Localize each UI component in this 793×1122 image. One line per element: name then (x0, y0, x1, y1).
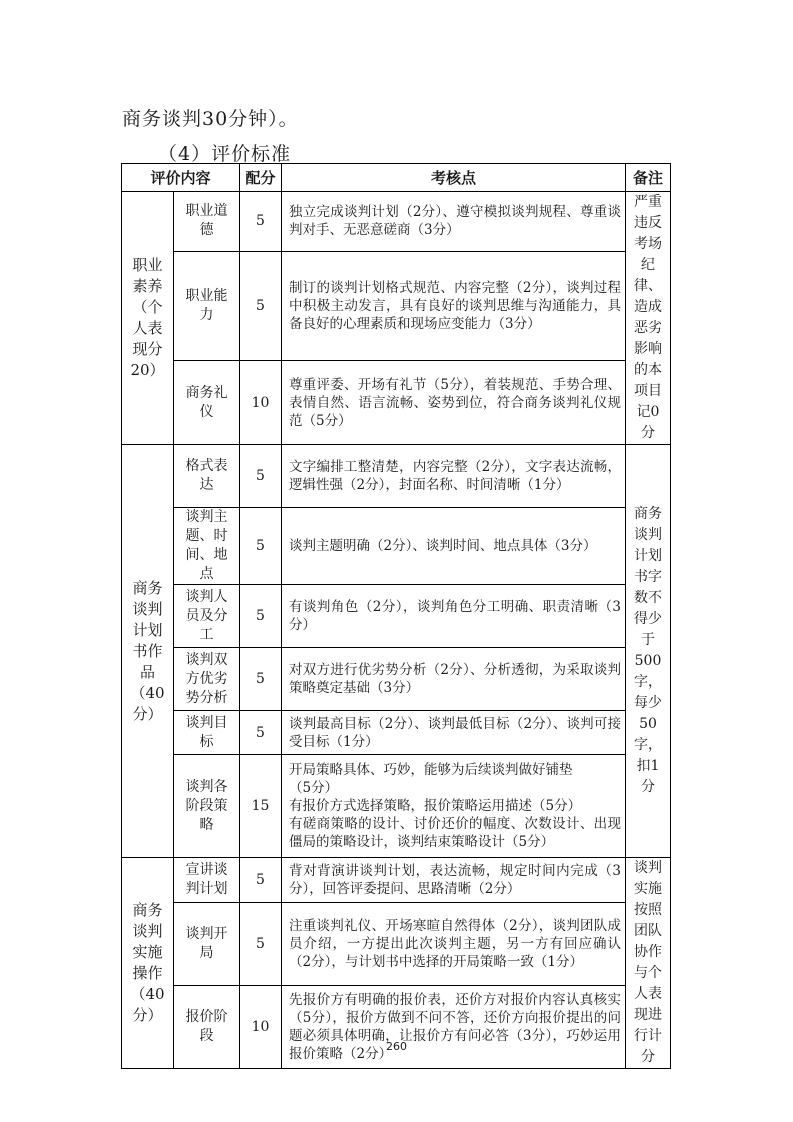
item-score: 10 (240, 361, 282, 445)
header-note: 备注 (626, 164, 671, 192)
item-points: 谈判主题明确（2分）、谈判时间、地点具体（3分） (282, 508, 626, 585)
evaluation-table (121, 163, 671, 1069)
item-points: 谈判最高目标（2分）、谈判最低目标（2分）、谈判可接受目标（1分） (282, 711, 626, 755)
item-score: 5 (240, 858, 282, 903)
item-points: 独立完成谈判计划（2分）、遵守模拟谈判规程、尊重谈判对手、无恶意磋商（3分） (282, 192, 626, 252)
table-row (122, 755, 671, 858)
item-label: 职业能力 (174, 251, 240, 360)
table-row (122, 585, 671, 648)
table-row (122, 192, 671, 252)
item-label: 谈判主题、时间、地点 (174, 508, 240, 585)
table-row (122, 985, 671, 1068)
header-points: 考核点 (282, 164, 626, 192)
category-plan: 商务谈判计划书作品（40分） (122, 445, 174, 858)
category-professional: 职业素养（个人表现分20） (122, 192, 174, 445)
item-label: 谈判双方优劣势分析 (174, 648, 240, 711)
item-points: 先报价方有明确的报价表，还价方对报价内容认真核实（5分），报价方做到不问不答，还价方向报价提出的问题必须具体明确，让报价方有问必答（3分），巧妙运用报价策略（2分） (282, 985, 626, 1068)
item-score: 5 (240, 648, 282, 711)
header-content: 评价内容 (122, 164, 240, 192)
item-points: 制订的谈判计划格式规范、内容完整（2分），谈判过程中积极主动发言，具有良好的谈判思维与沟通能力，具备良好的心理素质和现场应变能力（3分） (282, 251, 626, 360)
item-points: 文字编排工整清楚，内容完整（2分），文字表达流畅，逻辑性强（2分），封面名称、时间清晰（1分） (282, 445, 626, 508)
item-label: 格式表达 (174, 445, 240, 508)
intro-text: 商务谈判30分钟）。 (122, 108, 299, 130)
item-points: 开局策略具体、巧妙，能够为后续谈判做好铺垫 （5分） 有报价方式选择策略，报价策略运用描述（5分） 有磋商策略的设计、讨价还价的幅度、次数设计、出现僵局的策略设计，谈判结束策略设计（5分） (282, 755, 626, 858)
note-professional: 严重违反考场纪律、造成恶劣影响的本项目记0分 (626, 192, 671, 445)
table-row (122, 711, 671, 755)
header-score: 配分 (240, 164, 282, 192)
item-points: 尊重评委、开场有礼节（5分），着装规范、手势合理、表情自然、语言流畅、姿势到位，符合商务谈判礼仪规范（5分） (282, 361, 626, 445)
item-label: 谈判目标 (174, 711, 240, 755)
item-label: 职业道德 (174, 192, 240, 252)
item-score: 5 (240, 445, 282, 508)
item-label: 谈判各阶段策略 (174, 755, 240, 858)
note-plan: 商务谈判计划书字数不得少于500字，每少50字，扣1分 (626, 445, 671, 858)
item-label: 宣讲谈判计划 (174, 858, 240, 903)
item-points: 注重谈判礼仪、开场寒暄自然得体（2分），谈判团队成员介绍，一方提出此次谈判主题，另一方有回应确认（2分），与计划书中选择的开局策略一致（1分） (282, 902, 626, 985)
table-row (122, 361, 671, 445)
item-points: 有谈判角色（2分），谈判角色分工明确、职责清晰（3分） (282, 585, 626, 648)
item-score: 5 (240, 902, 282, 985)
item-label: 谈判人员及分工 (174, 585, 240, 648)
item-score: 10 (240, 985, 282, 1068)
table-row (122, 648, 671, 711)
item-score: 5 (240, 585, 282, 648)
table-row (122, 251, 671, 360)
item-score: 5 (240, 251, 282, 360)
item-label: 商务礼仪 (174, 361, 240, 445)
page-number: 260 (386, 1040, 407, 1053)
table-row (122, 445, 671, 508)
item-label: 谈判开局 (174, 902, 240, 985)
table-header-row (122, 164, 671, 192)
item-label: 报价阶段 (174, 985, 240, 1068)
item-score: 5 (240, 192, 282, 252)
category-execution: 商务谈判实施操作（40分） (122, 858, 174, 1069)
note-execution: 谈判实施按照团队协作与个人表现进行计分 (626, 858, 671, 1069)
section-title: （4）评价标准 (158, 143, 292, 165)
item-points: 背对背演讲谈判计划，表达流畅，规定时间内完成（3分），回答评委提问、思路清晰（2分） (282, 858, 626, 903)
table-row (122, 508, 671, 585)
item-score: 15 (240, 755, 282, 858)
item-score: 5 (240, 711, 282, 755)
table-row (122, 902, 671, 985)
item-score: 5 (240, 508, 282, 585)
table-row (122, 858, 671, 903)
item-points: 对双方进行优劣势分析（2分）、分析透彻，为采取谈判策略奠定基础（3分） (282, 648, 626, 711)
